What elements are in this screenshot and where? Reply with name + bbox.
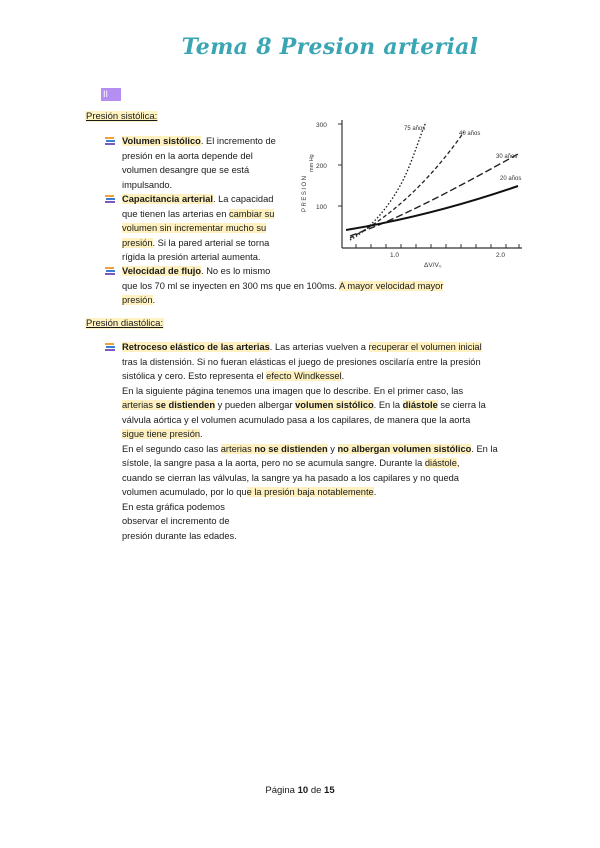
- footer-label: Página: [265, 785, 298, 796]
- text-span: .: [200, 429, 203, 439]
- stack-bullet-icon: [105, 136, 116, 146]
- term-capacitancia-arterial: Capacitancia arterial: [122, 194, 213, 204]
- curve-label-30: 30 años: [496, 154, 518, 160]
- text-span: y pueden albergar: [215, 400, 296, 410]
- highlight-bold: no albergan volumen sistólico: [337, 443, 472, 454]
- bullet-retroceso-elastico: [122, 340, 522, 543]
- curve-40-anos: [350, 132, 464, 238]
- highlight: presión: [122, 237, 153, 248]
- text-span: . Si la pared arterial se torna: [152, 237, 270, 248]
- text-line: tras la distensión. Si no fueran elásticas el juego de presiones oscilaría entre la presión: [122, 356, 481, 367]
- text-span: que los 70 ml se inyecten en 300 ms que en 100ms.: [122, 280, 340, 291]
- text-span: sístole, la sangre pasa a la aorta, pero no se acumula sangre. Durante la: [122, 458, 425, 468]
- text-span: y: [327, 443, 338, 454]
- text-line: cuando se cierran las válvulas, la sangre ya ha pasado a los capilares y no queda: [122, 472, 459, 483]
- text-line: presión en la aorta depende del: [122, 150, 253, 161]
- text-span: . Las arterias vuelven a: [269, 342, 369, 352]
- bullet-volumen-sistolico: [122, 134, 297, 192]
- highlight: presión: [122, 295, 153, 305]
- text-span: .: [152, 295, 156, 305]
- text-line: rígida la presión arterial aumenta.: [122, 252, 261, 262]
- pressure-age-graph: [296, 116, 528, 274]
- text-line: En esta gráfica podemos: [122, 501, 225, 512]
- highlight: e la presión baja notablemente: [246, 487, 374, 497]
- text-span: . En la: [471, 443, 498, 454]
- text-span: sistólica y cero. Esto representa el: [122, 371, 267, 381]
- text-span: ,: [456, 458, 460, 468]
- stack-bullet-icon: [105, 342, 116, 352]
- text-span: . En la: [373, 400, 403, 410]
- text-span: . El incremento de: [200, 136, 276, 146]
- text-span: .: [373, 487, 377, 497]
- highlight: diástole: [424, 458, 457, 468]
- section-heading-diastolica: Presión diastólica:: [86, 318, 164, 329]
- text-line: volumen desangre que se está: [122, 165, 250, 175]
- stack-bullet-icon: [105, 266, 116, 276]
- text-span: volumen acumulado, por lo qu: [122, 487, 247, 497]
- curve-label-20: 20 años: [500, 176, 522, 182]
- section-heading-sistolica: Presión sistólica:: [86, 111, 158, 122]
- y-axis-label: PRESION: [302, 174, 308, 212]
- text-span: se cierra la: [437, 400, 486, 410]
- highlight-bold: volumen sistólico: [295, 400, 374, 410]
- term-retroceso-elastico: Retroceso elástico de las arterias: [122, 342, 270, 352]
- curve-20-anos: [346, 186, 518, 230]
- text-line: observar el incremento de: [122, 516, 230, 526]
- highlight: arterias: [220, 443, 255, 454]
- y-axis-unit: mm Hg: [309, 154, 315, 172]
- text-span: . La capacidad: [212, 194, 274, 204]
- highlight: recuperar el volumen inicial: [368, 342, 482, 352]
- curve-label-40: 40 años: [459, 131, 481, 137]
- y-tick-300: 300: [316, 122, 327, 129]
- text-span: . No es lo mismo: [201, 266, 271, 276]
- x-tick-1: 1.0: [390, 252, 400, 259]
- highlight-bold: no se distienden: [254, 443, 328, 454]
- footer-current-page: 10: [297, 785, 309, 796]
- highlight-bold: diástole: [402, 400, 438, 410]
- highlight: sigue tiene presión: [122, 429, 201, 439]
- highlight: arterias: [122, 400, 156, 410]
- highlight-bold: se distienden: [155, 400, 216, 410]
- highlight: efecto Windkessel: [266, 371, 342, 381]
- x-axis-label: ΔV/V₀: [424, 262, 442, 269]
- page-title: Tema 8 Presion arterial: [181, 34, 479, 60]
- footer-separator: de: [308, 785, 325, 796]
- text-line: presión durante las edades.: [122, 530, 237, 541]
- text-span: En el segundo caso las: [122, 443, 221, 454]
- x-tick-2: 2.0: [496, 252, 506, 259]
- highlight: cambiar su: [228, 208, 275, 219]
- text-span: que tienen las arterias en: [122, 208, 229, 219]
- text-line: impulsando.: [122, 179, 173, 190]
- heading-badge: II: [101, 88, 121, 101]
- term-velocidad-flujo: Velocidad de flujo: [122, 266, 202, 276]
- bullet-capacitancia-arterial: [122, 192, 297, 265]
- highlight: volumen sin incrementar mucho su: [122, 223, 267, 233]
- term-volumen-sistolico: Volumen sistólico: [122, 136, 201, 146]
- y-tick-100: 100: [316, 204, 327, 211]
- text-span: .: [341, 371, 345, 381]
- y-tick-200: 200: [316, 163, 327, 170]
- highlight: A mayor velocidad mayor: [339, 280, 444, 291]
- footer-total-pages: 15: [324, 785, 335, 796]
- text-line: En la siguiente página tenemos una imagen que lo describe. En el primer caso, las: [122, 385, 464, 396]
- curve-label-75: 75 años: [404, 126, 426, 132]
- text-line: válvula aórtica y el volumen acumulado pasa a los capilares, de manera que la aorta: [122, 414, 471, 425]
- stack-bullet-icon: [105, 194, 116, 204]
- page-footer: [0, 785, 600, 796]
